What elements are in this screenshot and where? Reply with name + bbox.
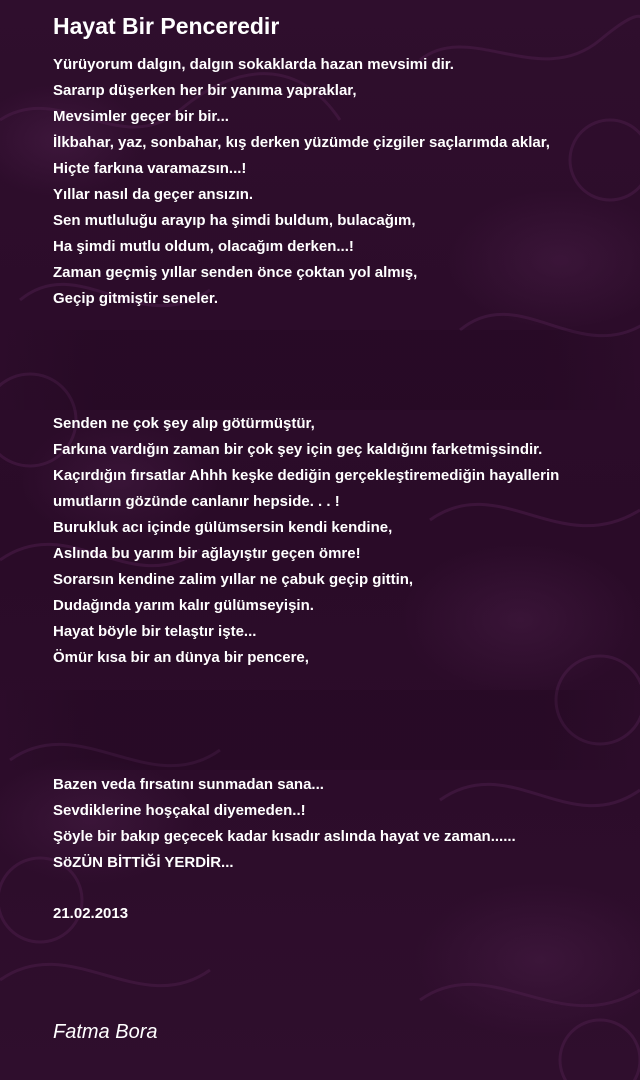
poem-line: Zaman geçmiş yıllar senden önce çoktan yol almış, [53, 264, 418, 281]
poem-line: Geçip gitmiştir seneler. [53, 290, 219, 307]
poem-line: Sevdiklerine hoşçakal diyemeden..! [53, 802, 306, 819]
poem-line: Dudağında yarım kalır gülümseyişin. [53, 597, 314, 614]
poem-line: Ha şimdi mutlu oldum, olacağım derken...! [53, 238, 354, 255]
poem-line: Şöyle bir bakıp geçecek kadar kısadır aslında hayat ve zaman...... [53, 828, 516, 845]
poem-line: Sorarsın kendine zalim yıllar ne çabuk geçip gittin, [53, 571, 414, 588]
poem-line: Senden ne çok şey alıp götürmüştür, [53, 415, 315, 432]
poem-date: 21.02.2013 [53, 905, 129, 922]
poem-stanza-2 [53, 411, 623, 671]
poem-line: Ömür kısa bir an dünya bir pencere, [53, 649, 309, 666]
poem-line: İlkbahar, yaz, sonbahar, kış derken yüzümde çizgiler saçlarımda aklar, [53, 134, 550, 151]
poem-line: umutların gözünde canlanır hepside. . . ! [53, 493, 340, 510]
poem-line: Aslında bu yarım bir ağlayıştır geçen ömre! [53, 545, 361, 562]
poem-line: SöZÜN BİTTİĞİ YERDİR... [53, 854, 234, 871]
poem-stanza-3 [53, 772, 623, 876]
poem-line: Yıllar nasıl da geçer ansızın. [53, 186, 254, 203]
poem-title: Hayat Bir Penceredir [53, 13, 280, 39]
poem-line: Kaçırdığın fırsatlar Ahhh keşke dediğin gerçekleştiremediğin hayallerin [53, 467, 560, 484]
poem-line: Farkına vardığın zaman bir çok şey için geç kaldığını farketmişsindir. [53, 441, 543, 458]
poem-line: Sen mutluluğu arayıp ha şimdi buldum, bulacağım, [53, 212, 416, 229]
poem-stanza-1 [53, 52, 623, 312]
poem-line: Mevsimler geçer bir bir... [53, 108, 229, 125]
poem-line: Hiçte farkına varamazsın...! [53, 160, 247, 177]
poem-line: Bazen veda fırsatını sunmadan sana... [53, 776, 324, 793]
poem-line: Hayat böyle bir telaştır işte... [53, 623, 257, 640]
poem-line: Sararıp düşerken her bir yanıma yapraklar, [53, 82, 357, 99]
poem-line: Burukluk acı içinde gülümsersin kendi kendine, [53, 519, 393, 536]
poem-author: Fatma Bora [53, 1021, 158, 1043]
poem-line: Yürüyorum dalgın, dalgın sokaklarda hazan mevsimi dir. [53, 56, 454, 73]
